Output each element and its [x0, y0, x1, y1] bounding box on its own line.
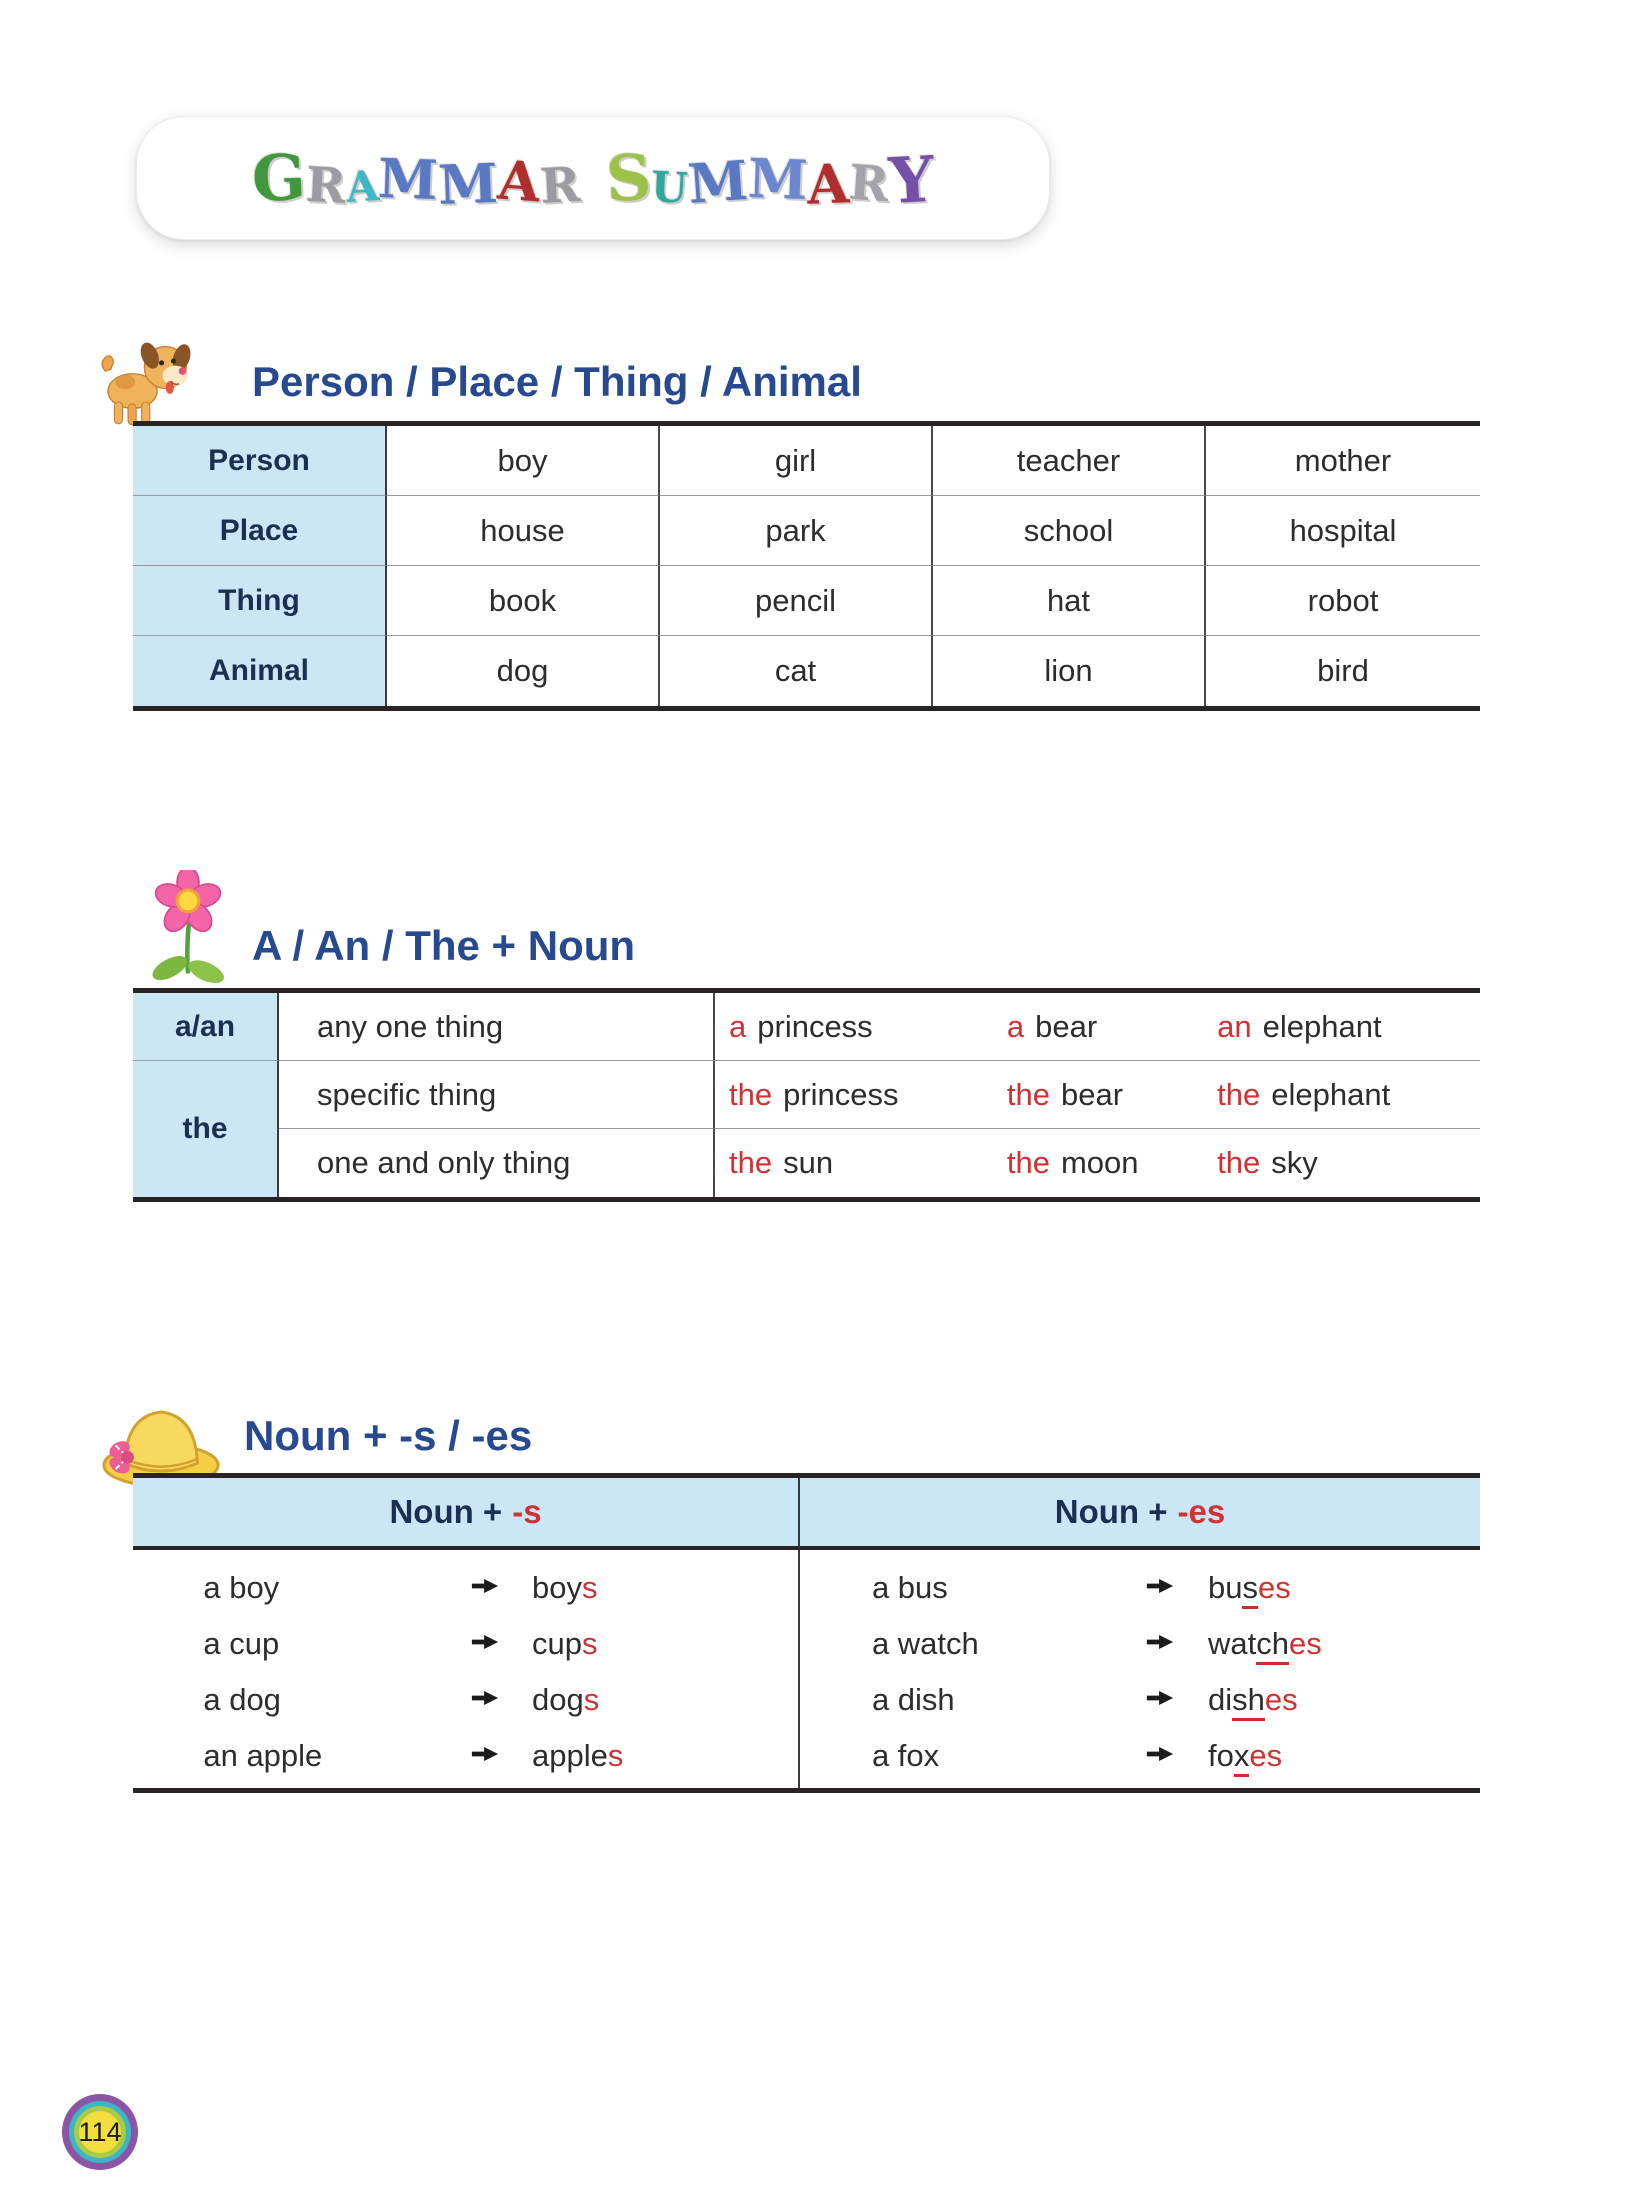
plural-suffix: s: [583, 1682, 600, 1717]
plural-word: [1208, 1682, 1298, 1718]
table-cell: robot: [1206, 566, 1480, 636]
noun-word: sky: [1271, 1145, 1318, 1180]
noun-word: bear: [1060, 1076, 1124, 1112]
title-letter: Y: [887, 141, 937, 218]
example-phrase: [729, 1077, 1007, 1113]
marked-letters: x: [1234, 1738, 1250, 1777]
article-word: the: [729, 1076, 773, 1112]
title-letter: A: [495, 147, 542, 214]
article-word: a: [729, 1008, 747, 1044]
title-plaque: [136, 116, 1050, 240]
header-suffix: -es: [1177, 1493, 1226, 1530]
title-letter: M: [377, 145, 440, 212]
noun-word: sun: [783, 1145, 834, 1180]
title-letter: A: [806, 150, 851, 217]
table-cell: mother: [1206, 426, 1480, 496]
singular-word: a cup: [203, 1626, 280, 1661]
table-cell: book: [387, 566, 660, 636]
table-row-header: Person: [133, 426, 387, 496]
arrow-icon: [470, 1633, 500, 1656]
word-stem: dog: [531, 1682, 584, 1717]
dog-icon: [98, 336, 198, 428]
table-cell: bird: [1317, 653, 1369, 688]
example-phrase: [1007, 1145, 1217, 1181]
header-base: Noun +: [1054, 1493, 1168, 1530]
example-phrase: [1007, 1009, 1217, 1045]
section-heading-a-an-the-noun: A / An / The + Noun: [252, 922, 636, 969]
arrow-icon: [1145, 1633, 1175, 1656]
arrow-icon: [1145, 1689, 1175, 1712]
table-cell: pencil: [660, 566, 933, 636]
plural-suffix: s: [581, 1626, 598, 1661]
arrow-icon: [470, 1577, 500, 1600]
table-row-header: Place: [133, 496, 387, 566]
table-cell: hat: [933, 566, 1206, 636]
title-letter: R: [538, 156, 582, 215]
plural-suffix: es: [1257, 1570, 1291, 1605]
singular-word: a watch: [871, 1626, 979, 1661]
table-cell: teacher: [933, 426, 1206, 496]
person-place-thing-animal-table: [133, 421, 1480, 711]
arrow-icon: [1145, 1745, 1175, 1768]
singular-word: an apple: [203, 1738, 323, 1773]
table-cell: hospital: [1206, 496, 1480, 566]
plural-example-row: [133, 1728, 798, 1784]
examples-cell: [715, 993, 1480, 1061]
title-letter: M: [746, 145, 809, 212]
plural-word: [532, 1570, 597, 1606]
arrow-icon: [1145, 1577, 1175, 1600]
noun-word: moon: [1060, 1145, 1139, 1180]
table-cell: boy: [387, 426, 660, 496]
example-phrase: [1217, 1077, 1480, 1113]
title-letter: G: [250, 139, 307, 216]
page-number-badge: [60, 2092, 140, 2172]
plural-s-examples: [133, 1550, 800, 1788]
arrow-icon: [470, 1689, 500, 1712]
table-row-header: the: [133, 1061, 279, 1197]
examples-cell: [715, 1061, 1480, 1129]
table-row-header: Thing: [133, 566, 387, 636]
noun-word: bear: [1035, 1008, 1098, 1044]
section-heading-noun-s-es: Noun + -s / -es: [244, 1412, 533, 1459]
meaning-cell: one and only thing: [279, 1129, 715, 1197]
title-letter: R: [304, 156, 347, 215]
plural-word: [532, 1738, 623, 1774]
meaning-cell: any one thing: [279, 993, 715, 1061]
word-stem: cup: [531, 1626, 582, 1661]
plural-example-row: [133, 1616, 798, 1672]
plural-suffix: s: [607, 1738, 624, 1773]
table-row-header: Animal: [133, 636, 387, 706]
plural-example-row: [800, 1560, 1480, 1616]
plural-suffix: es: [1264, 1682, 1298, 1717]
marked-letters: ch: [1256, 1626, 1289, 1665]
title-word-summary: [604, 139, 937, 218]
article-word: a: [1006, 1008, 1025, 1044]
plural-word: [1208, 1738, 1282, 1774]
examples-cell: [715, 1129, 1480, 1197]
table-cell: dog: [387, 636, 660, 706]
article-word: an: [1217, 1008, 1252, 1044]
arrow-icon: [470, 1745, 500, 1768]
title-letter: U: [649, 161, 689, 213]
word-stem: apple: [531, 1738, 608, 1773]
plural-word: [532, 1626, 597, 1662]
header-suffix: -s: [512, 1493, 542, 1530]
title-letter: A: [343, 160, 380, 212]
article-word: the: [1006, 1145, 1050, 1180]
singular-word: a fox: [871, 1738, 940, 1773]
title-word-grammar: [250, 139, 582, 217]
article-word: the: [1217, 1076, 1261, 1112]
plural-word: [1208, 1626, 1322, 1662]
word-stem: wat: [1207, 1626, 1257, 1661]
noun-word: princess: [757, 1008, 873, 1044]
a-an-the-table: [133, 988, 1480, 1202]
flower-icon: [146, 870, 230, 988]
word-stem: bu: [1207, 1570, 1243, 1605]
article-word: the: [729, 1145, 773, 1180]
header-base: Noun +: [389, 1493, 503, 1530]
article-word: the: [1006, 1076, 1050, 1112]
title-letter: S: [604, 139, 653, 216]
table-cell: girl: [660, 426, 933, 496]
word-stem: di: [1207, 1682, 1233, 1717]
marked-letters: sh: [1232, 1682, 1265, 1721]
section-heading-person-place-thing-animal: Person / Place / Thing / Animal: [252, 358, 862, 405]
word-stem: fo: [1207, 1738, 1234, 1773]
word-stem: boy: [531, 1570, 582, 1605]
noun-plural-table: [133, 1473, 1480, 1793]
title-letter: R: [847, 154, 891, 213]
singular-word: a boy: [203, 1570, 280, 1605]
singular-word: a dish: [871, 1682, 955, 1717]
plural-example-row: [133, 1672, 798, 1728]
plural-example-row: [133, 1560, 798, 1616]
meaning-cell: specific thing: [279, 1061, 715, 1129]
plural-suffix: es: [1249, 1738, 1283, 1773]
table-cell: cat: [660, 636, 933, 706]
plural-example-row: [800, 1616, 1480, 1672]
table-cell: house: [387, 496, 660, 566]
example-phrase: [1217, 1009, 1480, 1045]
plural-suffix: es: [1288, 1626, 1322, 1661]
plural-example-row: [800, 1728, 1480, 1784]
plural-s-header: [133, 1478, 800, 1550]
table-cell: park: [660, 496, 933, 566]
title-letter: M: [685, 147, 750, 216]
singular-word: a bus: [871, 1570, 948, 1605]
noun-word: elephant: [1262, 1008, 1382, 1044]
plural-example-row: [800, 1672, 1480, 1728]
article-word: the: [1217, 1145, 1261, 1180]
plural-es-examples: [800, 1550, 1480, 1788]
example-phrase: [729, 1009, 1007, 1045]
example-phrase: [729, 1145, 1007, 1181]
plural-word: [532, 1682, 599, 1718]
singular-word: a dog: [203, 1682, 281, 1717]
plural-es-header: [800, 1478, 1480, 1550]
page-number: 114: [78, 2116, 122, 2147]
table-row-header: a/an: [133, 993, 279, 1061]
example-phrase: [1007, 1077, 1217, 1113]
plural-word: [1208, 1570, 1291, 1606]
noun-word: princess: [783, 1076, 899, 1112]
table-cell: school: [933, 496, 1206, 566]
marked-letters: s: [1242, 1570, 1258, 1609]
table-cell: lion: [933, 636, 1206, 706]
noun-word: elephant: [1271, 1076, 1391, 1112]
plural-suffix: s: [581, 1570, 598, 1605]
example-phrase: [1217, 1145, 1480, 1181]
title-letter: M: [437, 150, 499, 217]
